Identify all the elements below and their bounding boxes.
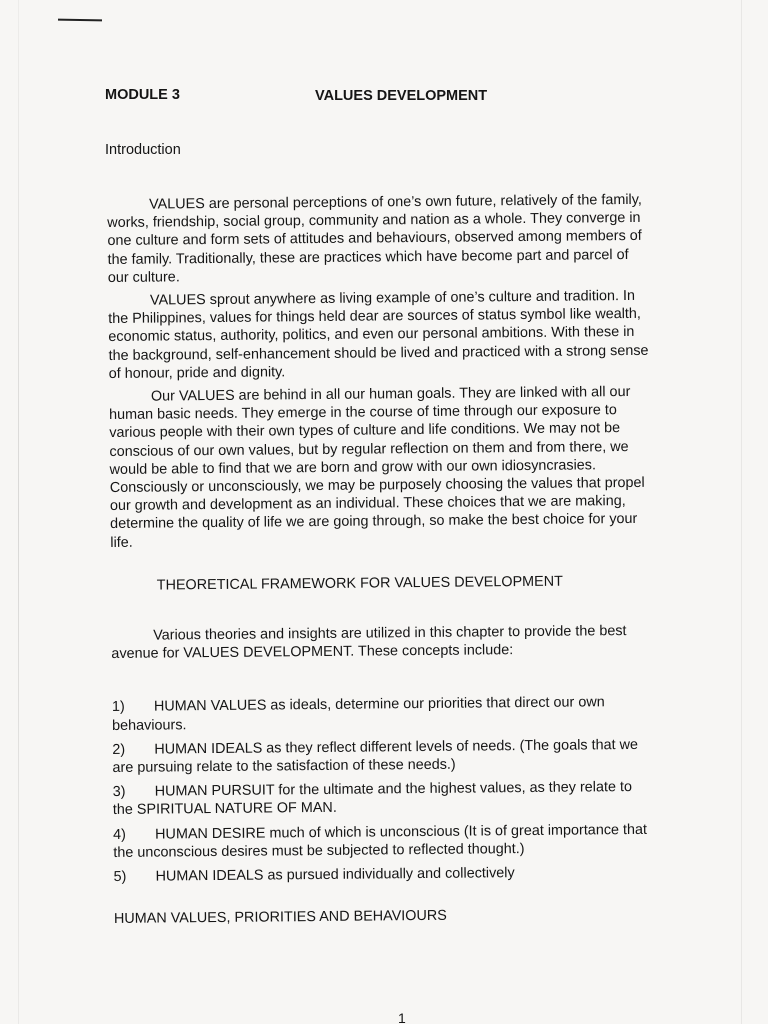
introduction-heading: Introduction xyxy=(105,142,181,158)
concept-text: HUMAN PURSUIT for the ultimate and the highest values, as they relate to the SPIRITUAL NATURE OF MAN. xyxy=(112,779,633,819)
concept-item xyxy=(112,736,652,778)
theoretical-framework-heading: THEORETICAL FRAMEWORK FOR VALUES DEVELOPMENT xyxy=(156,573,564,594)
body-paragraph: VALUES are personal perceptions of one’s own future, relatively of the family, works, friendship, social group, community and nation as a whole. They converge in one culture and form sets of attitudes and behaviours, observed among members of the family. Traditionally, these are practices which have become part and parcel of our culture. xyxy=(107,191,642,286)
concept-item xyxy=(112,693,652,735)
body-paragraph: VALUES sprout anywhere as living example of one’s culture and tradition. In the Philippines, values for things held dear are sources of status symbol like wealth, economic status, authority, politics, and even our personal ambitions. With these in the background, self-enhancement should be lived and practiced with a strong sense of honour, pride and dignity. xyxy=(108,287,649,382)
concept-item xyxy=(113,778,653,820)
concept-item xyxy=(113,820,653,862)
concept-number: 1) xyxy=(111,699,125,716)
concept-number: 5) xyxy=(113,868,127,886)
body-paragraph: Our VALUES are behind in all our human goals. They are linked with all our human basic needs. They emerge in the course of time through our exposure to various people with their own types of culture and life conditions. We may not be conscious of our own values, but by regular reflection on them and from there, we would be able to find that we are born and grow with our own idiosyncrasies. Consciously or unconsciously, we may be purposely choosing the values that propel our growth and development as an individual. These choices that we are making, determine the quality of life we are going through, so make the best choice for your life. xyxy=(109,384,645,551)
concept-number: 3) xyxy=(112,784,126,801)
concept-number: 4) xyxy=(113,826,127,843)
concept-text: HUMAN VALUES as ideals, determine our priorities that direct our own behaviours. xyxy=(112,694,605,734)
scan-mark xyxy=(58,19,102,22)
concept-number: 2) xyxy=(112,741,126,758)
concept-text: HUMAN DESIRE much of which is unconscious (It is of great importance that the unconscious desires must be subjected to reflected thought.) xyxy=(113,821,648,861)
concept-item xyxy=(113,863,653,886)
concept-text: HUMAN IDEALS as they reflect different levels of needs. (The goals that we are pursuing relate to the satisfaction of these needs.) xyxy=(112,736,639,777)
concept-text: HUMAN IDEALS as pursued individually and collectively xyxy=(155,865,515,885)
document-content xyxy=(107,191,654,929)
page-number: 1 xyxy=(398,1010,406,1024)
human-values-heading: HUMAN VALUES, PRIORITIES AND BEHAVIOURS xyxy=(113,908,447,928)
module-label: MODULE 3 xyxy=(105,87,180,103)
module-header xyxy=(105,87,605,107)
concept-list xyxy=(112,693,654,886)
framework-intro-paragraph: Various theories and insights are utilized in this chapter to provide the best avenue for VALUES DEVELOPMENT. These concepts include: xyxy=(111,623,627,663)
module-title: VALUES DEVELOPMENT xyxy=(315,88,488,104)
